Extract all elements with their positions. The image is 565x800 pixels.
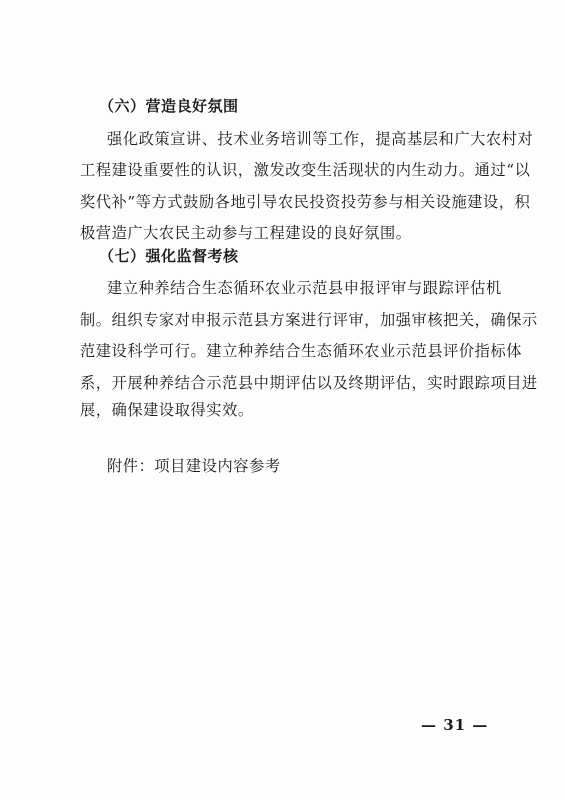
attachment-note: 附件：项目建设内容参考 <box>107 457 281 475</box>
section-6-heading: （六）营造良好氛围 <box>99 97 239 115</box>
section-6-line-3: 奖代补”等方式鼓励各地引导农民投资投劳参与相关设施建设，积 <box>80 193 531 211</box>
section-7-line-3: 范建设科学可行。建立种养结合生态循环农业示范县评价指标体 <box>80 342 523 360</box>
section-7-line-1: 建立种养结合生态循环农业示范县申报评审与跟踪评估机 <box>107 279 502 297</box>
section-6-line-2: 工程建设重要性的认识，激发改变生活现状的内生动力。通过“以 <box>80 161 531 179</box>
section-7-heading: （七）强化监督考核 <box>99 247 239 265</box>
section-7-line-5: 展，确保建设取得实效。 <box>80 401 254 419</box>
section-7-line-2: 制。组织专家对申报示范县方案进行评审，加强审核把关，确保示 <box>80 311 538 329</box>
section-6-line-4: 极营造广大农民主动参与工程建设的良好氛围。 <box>80 224 412 242</box>
section-7-line-4: 系，开展种养结合示范县中期评估以及终期评估，实时跟踪项目进 <box>80 374 538 392</box>
page-number: — 31 — <box>421 716 489 734</box>
section-6-line-1: 强化政策宣讲、技术业务培训等工作，提高基层和广大农村对 <box>107 130 534 148</box>
